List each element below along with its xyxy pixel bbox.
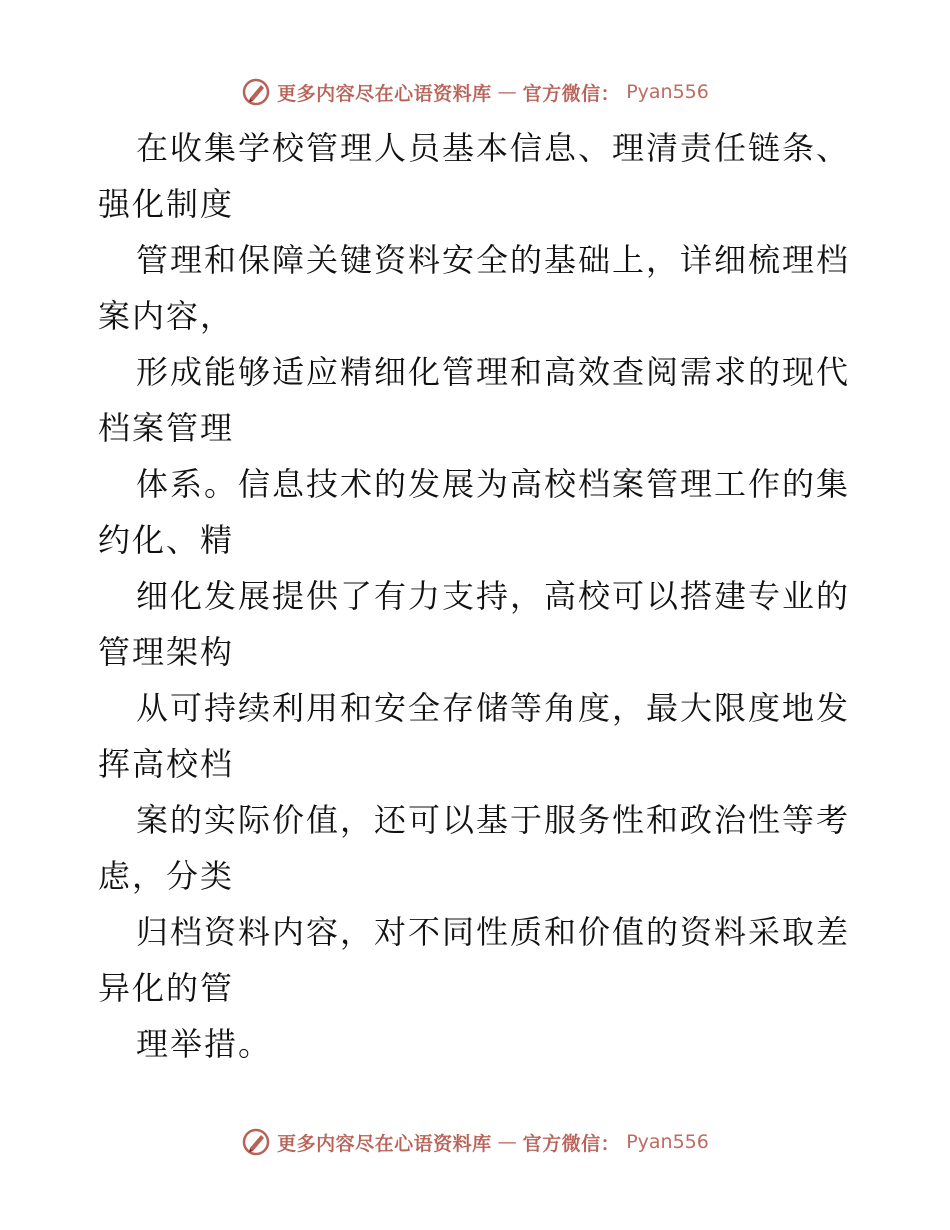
- pen-logo-icon: [241, 1127, 271, 1157]
- paragraph-line: 挥高校档: [98, 745, 235, 783]
- paragraph-3: [98, 344, 858, 456]
- paragraph-1: [98, 120, 858, 232]
- paragraph-line: 从可持续利用和安全存储等角度，最大限度地发: [136, 689, 851, 727]
- paragraph-line: 形成能够适应精细化管理和高效查阅需求的现代: [136, 353, 851, 391]
- paragraph-line: 细化发展提供了有力支持，高校可以搭建专业的: [136, 577, 851, 615]
- paragraph-line: 管理和保障关键资料安全的基础上，详细梳理档: [136, 241, 851, 279]
- watermark-dash: —: [497, 1131, 517, 1153]
- watermark-wechat-label: 官方微信：: [522, 82, 621, 105]
- watermark-text: 更多内容尽在心语资料库: [277, 82, 492, 105]
- paragraph-line: 理举措。: [136, 1025, 273, 1063]
- paragraph-line: 体系。信息技术的发展为高校档案管理工作的集: [136, 465, 851, 503]
- paragraph-line: 异化的管: [98, 969, 235, 1007]
- paragraph-line: 档案管理: [98, 409, 235, 447]
- paragraph-line: 案内容，: [98, 297, 235, 335]
- footer-watermark: [0, 1122, 950, 1162]
- paragraph-6: [98, 680, 858, 792]
- watermark-wechat-id: Pyan556: [626, 81, 709, 103]
- paragraph-line: 归档资料内容，对不同性质和价值的资料采取差: [136, 913, 851, 951]
- paragraph-5: [98, 568, 858, 680]
- document-body: [98, 120, 858, 1072]
- watermark-text: 更多内容尽在心语资料库: [277, 1132, 492, 1155]
- paragraph-7: [98, 792, 858, 904]
- paragraph-2: [98, 232, 858, 344]
- watermark-wechat-label: 官方微信：: [522, 1132, 621, 1155]
- pen-logo-icon: [241, 77, 271, 107]
- paragraph-line: 强化制度: [98, 185, 235, 223]
- paragraph-line: 管理架构: [98, 633, 235, 671]
- paragraph-4: [98, 456, 858, 568]
- paragraph-line: 约化、精: [98, 521, 235, 559]
- paragraph-line: 案的实际价值，还可以基于服务性和政治性等考: [136, 801, 851, 839]
- paragraph-8: [98, 904, 858, 1016]
- header-watermark: [0, 72, 950, 112]
- paragraph-9: [98, 1016, 858, 1072]
- paragraph-line: 虑，分类: [98, 857, 235, 895]
- watermark-wechat-id: Pyan556: [626, 1131, 709, 1153]
- paragraph-line: 在收集学校管理人员基本信息、理清责任链条、: [136, 129, 851, 167]
- watermark-dash: —: [497, 81, 517, 103]
